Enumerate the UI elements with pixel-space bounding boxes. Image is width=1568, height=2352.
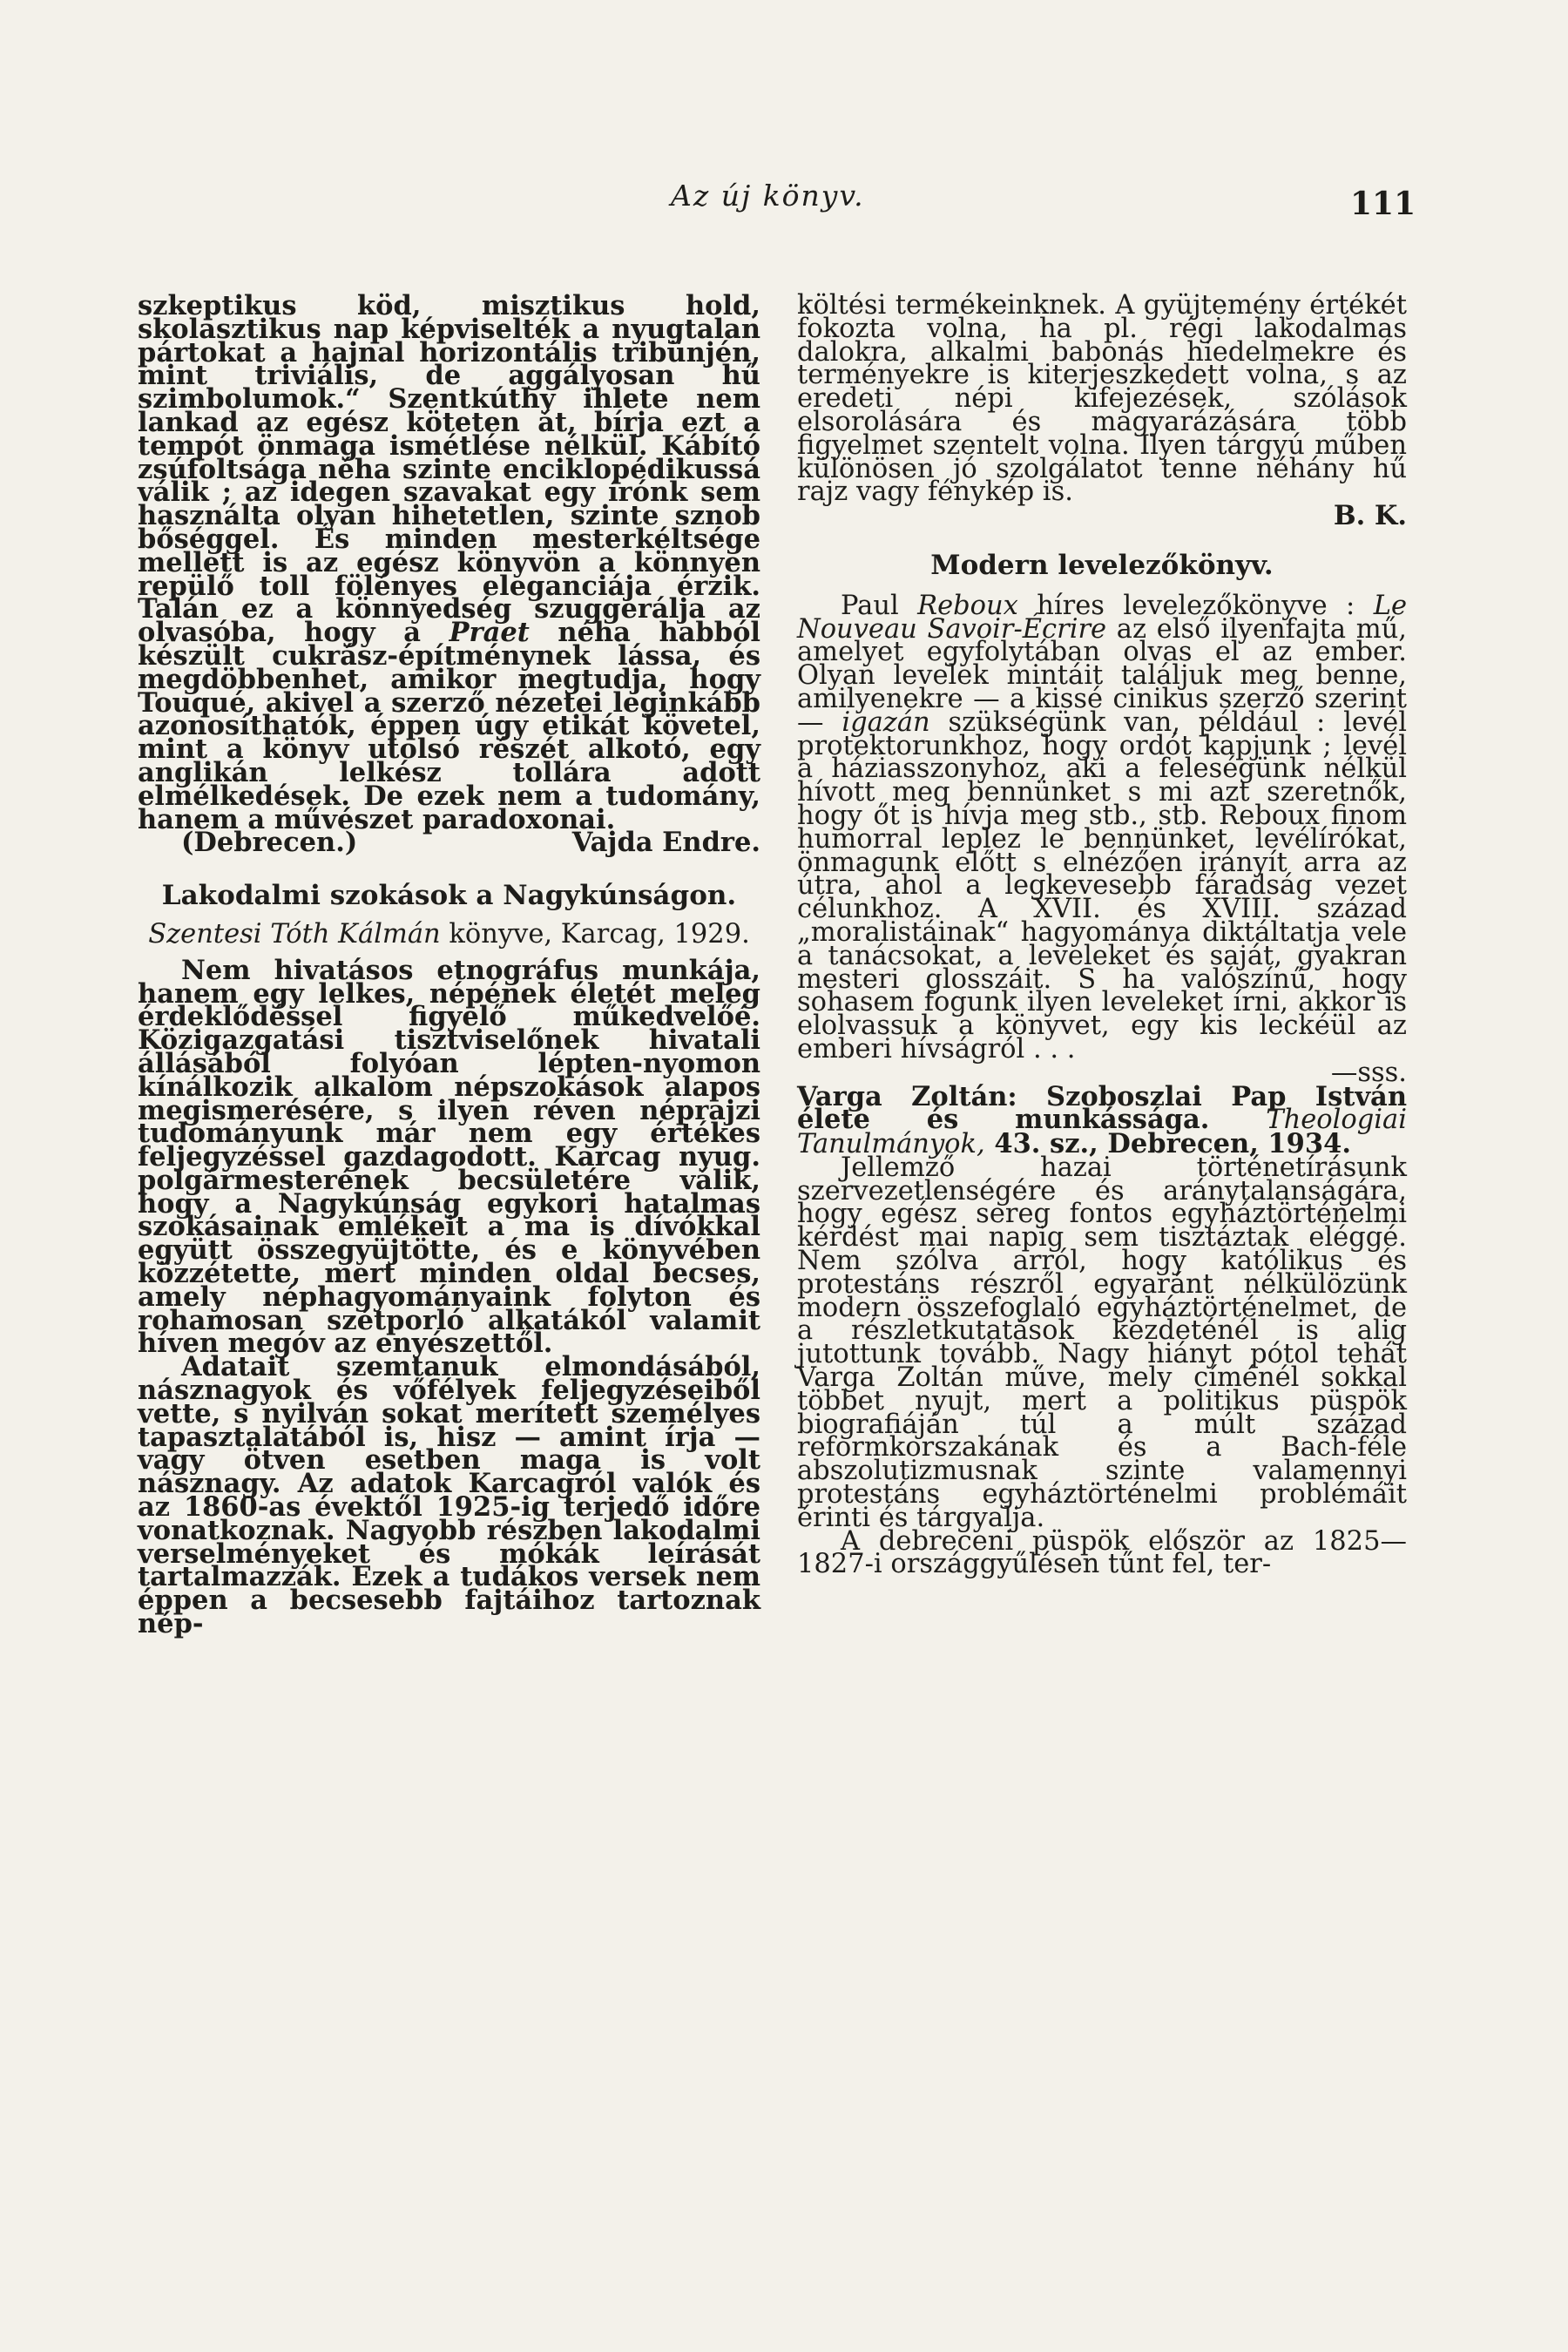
right-paragraph-2 bbox=[797, 590, 1408, 1064]
review-title-varga bbox=[797, 1080, 1407, 1160]
journal-title: Theologiai Tanulmányok, bbox=[797, 1105, 1407, 1160]
signature-place: (Debrecen.) bbox=[181, 827, 358, 859]
text-run: néha habból készült cukrász-építménynek lássa, és megdöbbenhet, amikor megtudja, hogy Touqué, akivel a szerző nézetei leginkább azonosíthatók, éppen úgy etikát követel, mint a könyv utolsó részét alkotó, egy anglikán lelkész tollára adott elmélkedések. De ezek nem a tudomány, hanem a művészet paradoxonai. bbox=[138, 617, 761, 835]
signature-bk bbox=[797, 500, 1407, 532]
right-paragraph-3: Jellemző hazai történetírásunk szervezetlenségére és aránytalanságára, hogy egész sereg fontos egyháztörténelmi kérdést mai napig sem tisztáztak eléggé. Nem szólva arról, hogy katólikus és protestáns részről egyaránt nélkülözünk modern összefoglaló egyháztörténelmet, de a részletkutatások kezdeténél is alig jutottunk tovább. Nagy hiányt pótol tehát Varga Zoltán műve, mely címénél sokkal többet nyujt, mert a politikus püspök biografiáján túl a múlt század reformkorszakának és a Bach-féle abszolutizmusnak szinte valamennyi protestáns egyháztörténelmi problémáit érinti és tárgyalja. bbox=[797, 1152, 1407, 1533]
section-heading-lakodalmi: Lakodalmi szokások a Nagykúnságon. bbox=[161, 880, 737, 912]
running-header bbox=[0, 179, 1568, 222]
running-title: Az új könyv. bbox=[671, 179, 865, 213]
review-title-bold: Varga Zoltán: Szoboszlai Pap István élete és munkássága. bbox=[797, 1080, 1407, 1136]
section-heading-levelezo: Modern levelezőkönyv. bbox=[930, 549, 1274, 581]
author-name: Szentesi Tóth Kálmán bbox=[148, 918, 441, 950]
left-column bbox=[138, 290, 761, 1640]
italic-run: igazán bbox=[841, 706, 930, 738]
review-title-rest: 43. sz., Debrecen, 1934. bbox=[994, 1128, 1351, 1160]
text-run: híres levelezőkönyve : bbox=[1037, 590, 1355, 621]
text-run: az első ilyenfajta mű, amelyet egyfolytában olvas el az ember. Olyan levelek mintáit találjuk meg benne, amilyenekre — a kissé cinikus szerző szerint — bbox=[797, 613, 1407, 738]
citation-rest: könyve, Karcag, 1929. bbox=[449, 918, 750, 950]
signature-name: B. K. bbox=[1333, 500, 1407, 532]
text-run: Paul bbox=[841, 590, 899, 621]
book-title: Le Nouveau Savoir-Écrire bbox=[797, 590, 1408, 645]
right-paragraph-1: költési termékeinknek. A gyüjtemény értékét fokozta volna, ha pl. régi lakodalmas dalokra, alkalmi babonás hiedelmekre és terményekre is kiterjeszkedett volna, s az eredeti népi kifejezések, szólások elsorolására és magyarázására több figyelmet szentelt volna. Ilyen tárgyú műben különösen jó szolgálatot tenne néhány hű rajz vagy fénykép is. bbox=[797, 290, 1407, 508]
book-citation bbox=[138, 918, 760, 950]
text-run: szükségünk van, például : levél protektorunkhoz, hogy ordót kapjunk ; levél a háziasszonyhoz, aki a feleségünk nélkül hívott meg bennünket s mi azt szeretnők, hogy őt is hívja meg stb., stb. Reboux finom humorral leplez le bennünket, levélírókat, önmagunk előtt s elnézően irányít arra az útra, ahol a legkevesebb fáradság vezet célunkhoz. A XVII. és XVIII. század „moralistáinak“ hagyománya diktáltatja vele a tanácsokat, a leveleket és saját, gyakran mesteri glosszáit. S ha valószínű, hogy sohasem fogunk ilyen leveleket írni, akkor is elolvassuk a könyvet, egy kis leckéül az emberi hívságról . . . bbox=[797, 706, 1407, 1064]
text-run: szkeptikus köd, misztikus hold, skolasztikus nap képviselték a nyugtalan pártokat a hajnal horizontális tribünjén, mint triviális, de aggályosan hű szimbolumok.“ Szentkúthy ihlete nem lankad az egész köteten át, bírja ezt a tempót önmaga ismétlése nélkül. Kábító zsúfoltsága néha szinte enciklopédikussá válik ; az idegen szavakat egy írónk sem használta olyan hihetetlen, szinte sznob bőséggel. És minden mesterkéltsége mellett is az egész könyvön a könnyen repülő toll fölényes eleganciája érzik. Talán ez a könnyedség szuggerálja az olvasóba, hogy a bbox=[138, 290, 760, 649]
italic-run: Reboux bbox=[917, 590, 1018, 621]
right-column bbox=[797, 290, 1408, 1580]
page-number: 111 bbox=[1350, 186, 1416, 222]
left-paragraph-3: Adatait szemtanuk elmondásából, násznagyok és vőfélyek feljegyzéseiből vette, s nyilván sokat merített személyes tapasztalatából is, hisz — amint írja — vagy ötven esetben maga is volt násznagy. Az adatok Karcagról valók és az 1860-as évektől 1925-ig terjedő időre vonatkoznak. Nagyobb részben lakodalmi verselményeket és mókák leírását tartalmazzák. Ezek a tudákos versek nem éppen a becsesebb fajtáihoz tartoznak nép- bbox=[138, 1351, 760, 1640]
italic-run: Praet bbox=[449, 617, 530, 649]
left-paragraph-1 bbox=[138, 290, 761, 835]
right-paragraph-4: A debreceni püspök először az 1825—1827-i országgyűlésen tűnt fel, ter- bbox=[797, 1525, 1407, 1580]
left-paragraph-2: Nem hivatásos etnográfus munkája, hanem egy lelkes, népének életét meleg érdeklődéssel figyelő műkedvelőé. Közigazgatási tisztviselőnek hivatali állásából folyóan lépten-nyomon kínálkozik alkalom népszokások alapos megismerésére, s ilyen réven néprajzi tudományunk már nem egy értékes feljegyzéssel gazdagodott. Karcag nyug. polgármesterének becsületére válik, hogy a Nagykúnság egykori hatalmas szokásainak emlékeit a ma is dívókkal együtt összegyüjtötte, és e könyvében közzétette, mert minden oldal becses, amely néphagyományaink folyton és rohamosan szétporló alkatákól valamit híven megóv az enyészettől. bbox=[138, 954, 760, 1360]
signature-name: —sss. bbox=[1330, 1057, 1407, 1088]
signature-name: Vajda Endre. bbox=[571, 827, 760, 859]
